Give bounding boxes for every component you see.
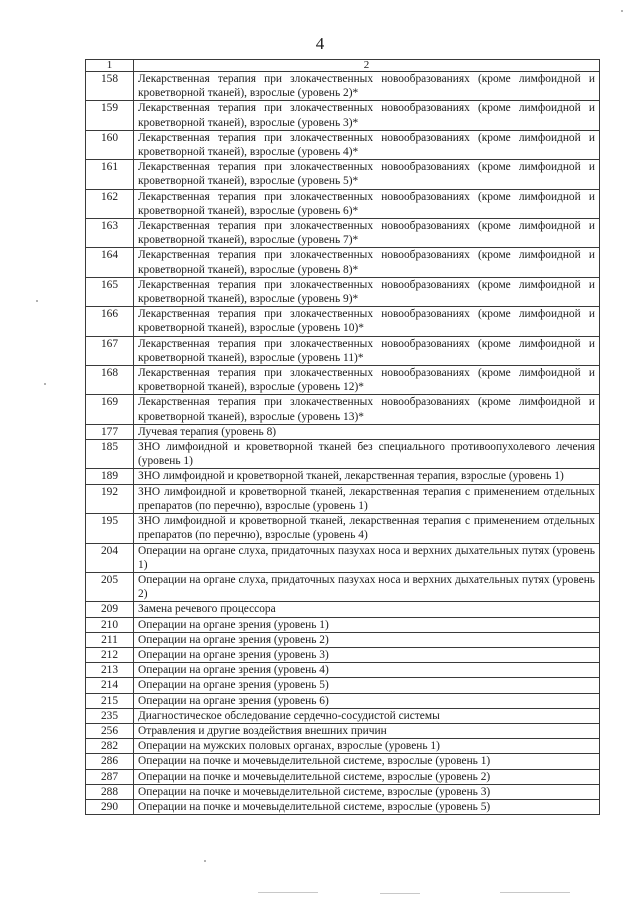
table-row [86,799,600,814]
scan-mark [500,892,570,893]
row-code: 214 [86,678,134,693]
table-row [86,723,600,738]
table-row [86,617,600,632]
table-row [86,130,600,159]
row-description: Операции на органе зрения (уровень 3) [134,647,600,662]
table-row [86,572,600,601]
row-description: Лекарственная терапия при злокачественных новообразованиях (кроме лимфоидной и кроветворной тканей), взрослые (уровень 2)* [134,72,600,101]
row-code: 235 [86,708,134,723]
row-code: 209 [86,602,134,617]
row-code: 211 [86,632,134,647]
row-description: ЗНО лимфоидной и кроветворной тканей, лекарственная терапия с применением отдельных препаратов (по перечню), взрослые (уровень 1) [134,484,600,513]
row-code: 205 [86,572,134,601]
row-code: 287 [86,769,134,784]
scan-speck [36,300,38,302]
row-description: Замена речевого процессора [134,602,600,617]
row-description: Операции на почке и мочевыделительной системе, взрослые (уровень 2) [134,769,600,784]
row-description: Лекарственная терапия при злокачественных новообразованиях (кроме лимфоидной и кроветворной тканей), взрослые (уровень 8)* [134,248,600,277]
row-description: Операции на органе зрения (уровень 5) [134,678,600,693]
row-code: 192 [86,484,134,513]
row-description: Операции на органе зрения (уровень 6) [134,693,600,708]
scan-mark [380,893,420,894]
table-row [86,708,600,723]
row-code: 160 [86,130,134,159]
row-code: 195 [86,514,134,543]
table-row [86,101,600,130]
row-code: 288 [86,784,134,799]
row-description: Лекарственная терапия при злокачественных новообразованиях (кроме лимфоидной и кроветворной тканей), взрослые (уровень 10)* [134,307,600,336]
row-code: 189 [86,469,134,484]
row-code: 286 [86,754,134,769]
tariff-table [85,59,600,815]
row-code: 164 [86,248,134,277]
table-row [86,678,600,693]
table-header-row [86,60,600,72]
row-code: 177 [86,424,134,439]
row-code: 212 [86,647,134,662]
row-description: Операции на органе зрения (уровень 2) [134,632,600,647]
table-row [86,395,600,424]
table-row [86,366,600,395]
row-description: Операции на почке и мочевыделительной системе, взрослые (уровень 3) [134,784,600,799]
scan-speck [621,10,623,12]
row-description: Диагностическое обследование сердечно-сосудистой системы [134,708,600,723]
row-code: 162 [86,189,134,218]
table-row [86,219,600,248]
row-description: Лекарственная терапия при злокачественных новообразованиях (кроме лимфоидной и кроветворной тканей), взрослые (уровень 12)* [134,366,600,395]
row-code: 168 [86,366,134,395]
table-row [86,424,600,439]
column-header-2: 2 [134,60,600,72]
table-row [86,754,600,769]
row-code: 282 [86,739,134,754]
table-row [86,277,600,306]
row-description: Лекарственная терапия при злокачественных новообразованиях (кроме лимфоидной и кроветворной тканей), взрослые (уровень 6)* [134,189,600,218]
table-row [86,160,600,189]
row-description: Операции на органе зрения (уровень 4) [134,663,600,678]
table-row [86,248,600,277]
scan-mark [258,892,318,893]
table-row [86,647,600,662]
column-header-1: 1 [86,60,134,72]
row-code: 163 [86,219,134,248]
row-description: Операции на органе зрения (уровень 1) [134,617,600,632]
row-description: Лекарственная терапия при злокачественных новообразованиях (кроме лимфоидной и кроветворной тканей), взрослые (уровень 4)* [134,130,600,159]
row-code: 210 [86,617,134,632]
table-row [86,769,600,784]
table-row [86,739,600,754]
row-description: Операции на почке и мочевыделительной системе, взрослые (уровень 5) [134,799,600,814]
row-code: 166 [86,307,134,336]
table-row [86,484,600,513]
row-description: ЗНО лимфоидной и кроветворной тканей, лекарственная терапия с применением отдельных препаратов (по перечню), взрослые (уровень 4) [134,514,600,543]
row-description: Операции на органе слуха, придаточных пазухах носа и верхних дыхательных путях (уровень 1) [134,543,600,572]
scan-speck [204,860,206,862]
table-body [86,72,600,815]
row-code: 185 [86,440,134,469]
row-description: Операции на мужских половых органах, взрослые (уровень 1) [134,739,600,754]
row-description: Лекарственная терапия при злокачественных новообразованиях (кроме лимфоидной и кроветворной тканей), взрослые (уровень 5)* [134,160,600,189]
table-row [86,307,600,336]
row-description: Лекарственная терапия при злокачественных новообразованиях (кроме лимфоидной и кроветворной тканей), взрослые (уровень 3)* [134,101,600,130]
row-description: Лекарственная терапия при злокачественных новообразованиях (кроме лимфоидной и кроветворной тканей), взрослые (уровень 13)* [134,395,600,424]
row-code: 204 [86,543,134,572]
row-description: Лучевая терапия (уровень 8) [134,424,600,439]
row-code: 167 [86,336,134,365]
table-row [86,469,600,484]
table-row [86,693,600,708]
row-description: Отравления и другие воздействия внешних причин [134,723,600,738]
row-code: 158 [86,72,134,101]
row-code: 161 [86,160,134,189]
row-description: ЗНО лимфоидной и кроветворной тканей без специального противоопухолевого лечения (уровень 1) [134,440,600,469]
row-code: 159 [86,101,134,130]
table-row [86,784,600,799]
table-row [86,189,600,218]
row-code: 213 [86,663,134,678]
row-code: 290 [86,799,134,814]
row-code: 165 [86,277,134,306]
table-row [86,514,600,543]
row-description: ЗНО лимфоидной и кроветворной тканей, лекарственная терапия, взрослые (уровень 1) [134,469,600,484]
row-description: Лекарственная терапия при злокачественных новообразованиях (кроме лимфоидной и кроветворной тканей), взрослые (уровень 9)* [134,277,600,306]
row-description: Операции на почке и мочевыделительной системе, взрослые (уровень 1) [134,754,600,769]
table-row [86,336,600,365]
scan-speck [44,383,46,385]
row-code: 256 [86,723,134,738]
table-row [86,632,600,647]
table-row [86,663,600,678]
row-description: Лекарственная терапия при злокачественных новообразованиях (кроме лимфоидной и кроветворной тканей), взрослые (уровень 11)* [134,336,600,365]
table-row [86,602,600,617]
page-number: 4 [315,34,325,53]
row-description: Операции на органе слуха, придаточных пазухах носа и верхних дыхательных путях (уровень 2) [134,572,600,601]
row-description: Лекарственная терапия при злокачественных новообразованиях (кроме лимфоидной и кроветворной тканей), взрослые (уровень 7)* [134,219,600,248]
table-row [86,440,600,469]
table-row [86,543,600,572]
row-code: 169 [86,395,134,424]
row-code: 215 [86,693,134,708]
table-row [86,72,600,101]
